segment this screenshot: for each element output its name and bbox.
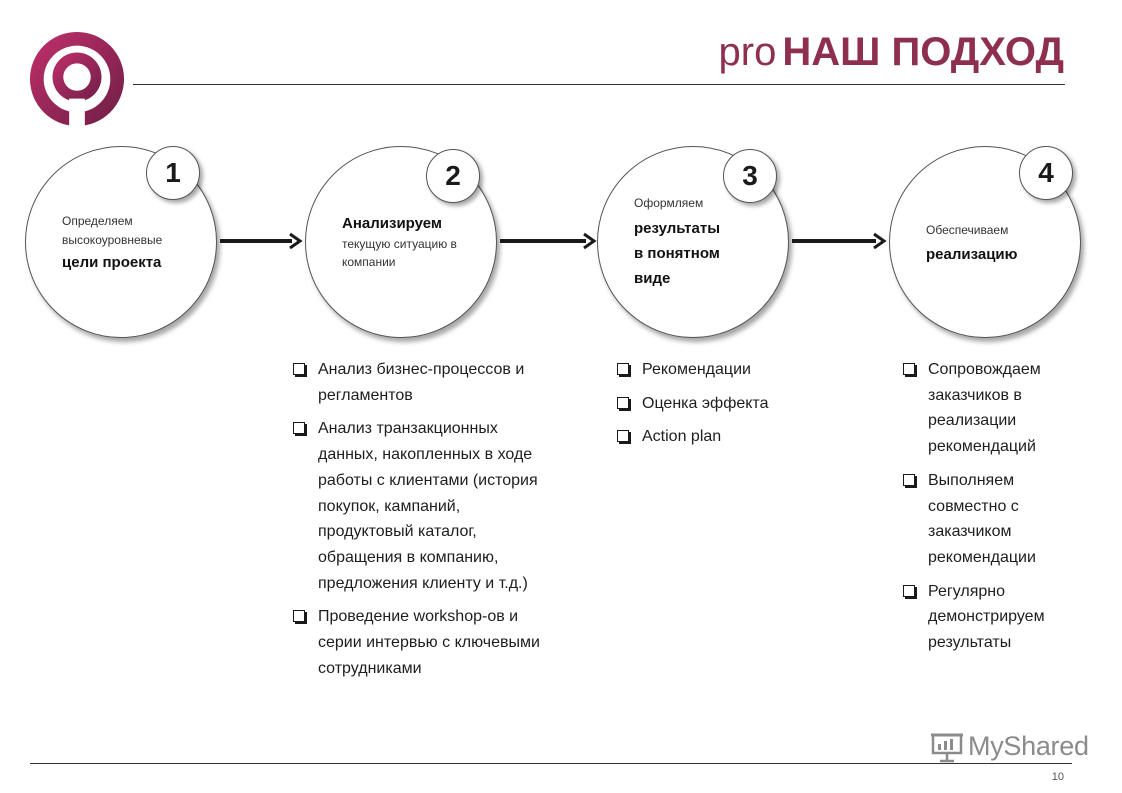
checkbox-icon (617, 363, 629, 375)
step-3-emphasis-line: в понятном (634, 245, 720, 262)
checkbox-icon (903, 474, 915, 486)
list-item-text: Action plan (642, 428, 722, 446)
step-4-text (926, 221, 1076, 267)
list-item-text: Рекомендации (642, 361, 751, 378)
header-divider (133, 84, 1065, 85)
arrow-right-icon (500, 231, 600, 251)
list-item (290, 357, 560, 408)
step-3-emphasis-line: результаты (634, 220, 721, 237)
arrow-right-icon (792, 231, 890, 251)
step-3-text (634, 194, 784, 291)
checkbox-icon (293, 610, 305, 622)
watermark (930, 730, 1090, 764)
checkbox-icon (293, 363, 305, 375)
step-1-lead: Определяем высокоуровневые (62, 214, 163, 247)
list-item (900, 579, 1080, 656)
company-logo (28, 30, 126, 128)
title-main: НАШ ПОДХОД (782, 30, 1064, 74)
list-item (614, 391, 814, 417)
step-3-emphasis-line: виде (634, 270, 671, 287)
step-2-emphasis: Анализируем (342, 215, 443, 232)
title-prefix: pro (718, 30, 777, 74)
step-2-text (342, 213, 492, 271)
list-item (614, 424, 814, 450)
step-4-emphasis: реализацию (926, 246, 1018, 263)
step-4-details (900, 357, 1080, 656)
list-item (290, 604, 560, 681)
watermark-text: MyShared (968, 731, 1089, 761)
list-item-text: Регулярно демонстрируем результаты (928, 582, 1045, 652)
checkbox-icon (903, 585, 915, 597)
list-item (614, 357, 814, 383)
checkbox-icon (293, 422, 305, 434)
page-title (719, 30, 1064, 75)
list-item-text: Проведение workshop-ов и серии интервью с ключевыми сотрудниками (318, 608, 540, 677)
step-number-badge-4: 4 (1019, 146, 1073, 200)
page-number: 10 (1051, 771, 1064, 783)
presentation-icon (930, 730, 964, 764)
arrow-right-icon (220, 231, 306, 251)
list-item (900, 357, 1080, 460)
list-item (900, 468, 1080, 571)
list-item-text: Оценка эффекта (642, 394, 769, 412)
checkbox-icon (617, 397, 629, 409)
step-number-badge-2: 2 (426, 149, 480, 203)
list-item (290, 416, 560, 596)
step-2-tail: текущую ситуацию в компании (342, 237, 457, 269)
step-2-details (290, 357, 560, 681)
list-item-text: Анализ бизнес-процессов и регламентов (318, 361, 525, 404)
list-item-text: Сопровождаем заказчиков в реализации рекомендаций (928, 361, 1041, 456)
step-number-badge-1: 1 (146, 146, 200, 200)
step-3-details (614, 357, 814, 450)
checkbox-icon (617, 430, 629, 442)
step-4-lead: Обеспечиваем (926, 223, 1009, 237)
step-1-emphasis: цели проекта (62, 254, 162, 271)
list-item-text: Выполняем совместно с заказчиком рекомендации (928, 471, 1036, 566)
step-1-text (62, 212, 212, 275)
checkbox-icon (903, 363, 915, 375)
step-number-badge-3: 3 (723, 149, 777, 203)
list-item-text: Анализ транзакционных данных, накопленных в ходе работы с клиентами (история покупок, кампаний, продуктовый каталог, обращения в компанию, предложения клиенту и т.д.) (318, 420, 538, 592)
step-3-lead: Оформляем (634, 196, 704, 210)
footer-divider (30, 763, 1072, 764)
